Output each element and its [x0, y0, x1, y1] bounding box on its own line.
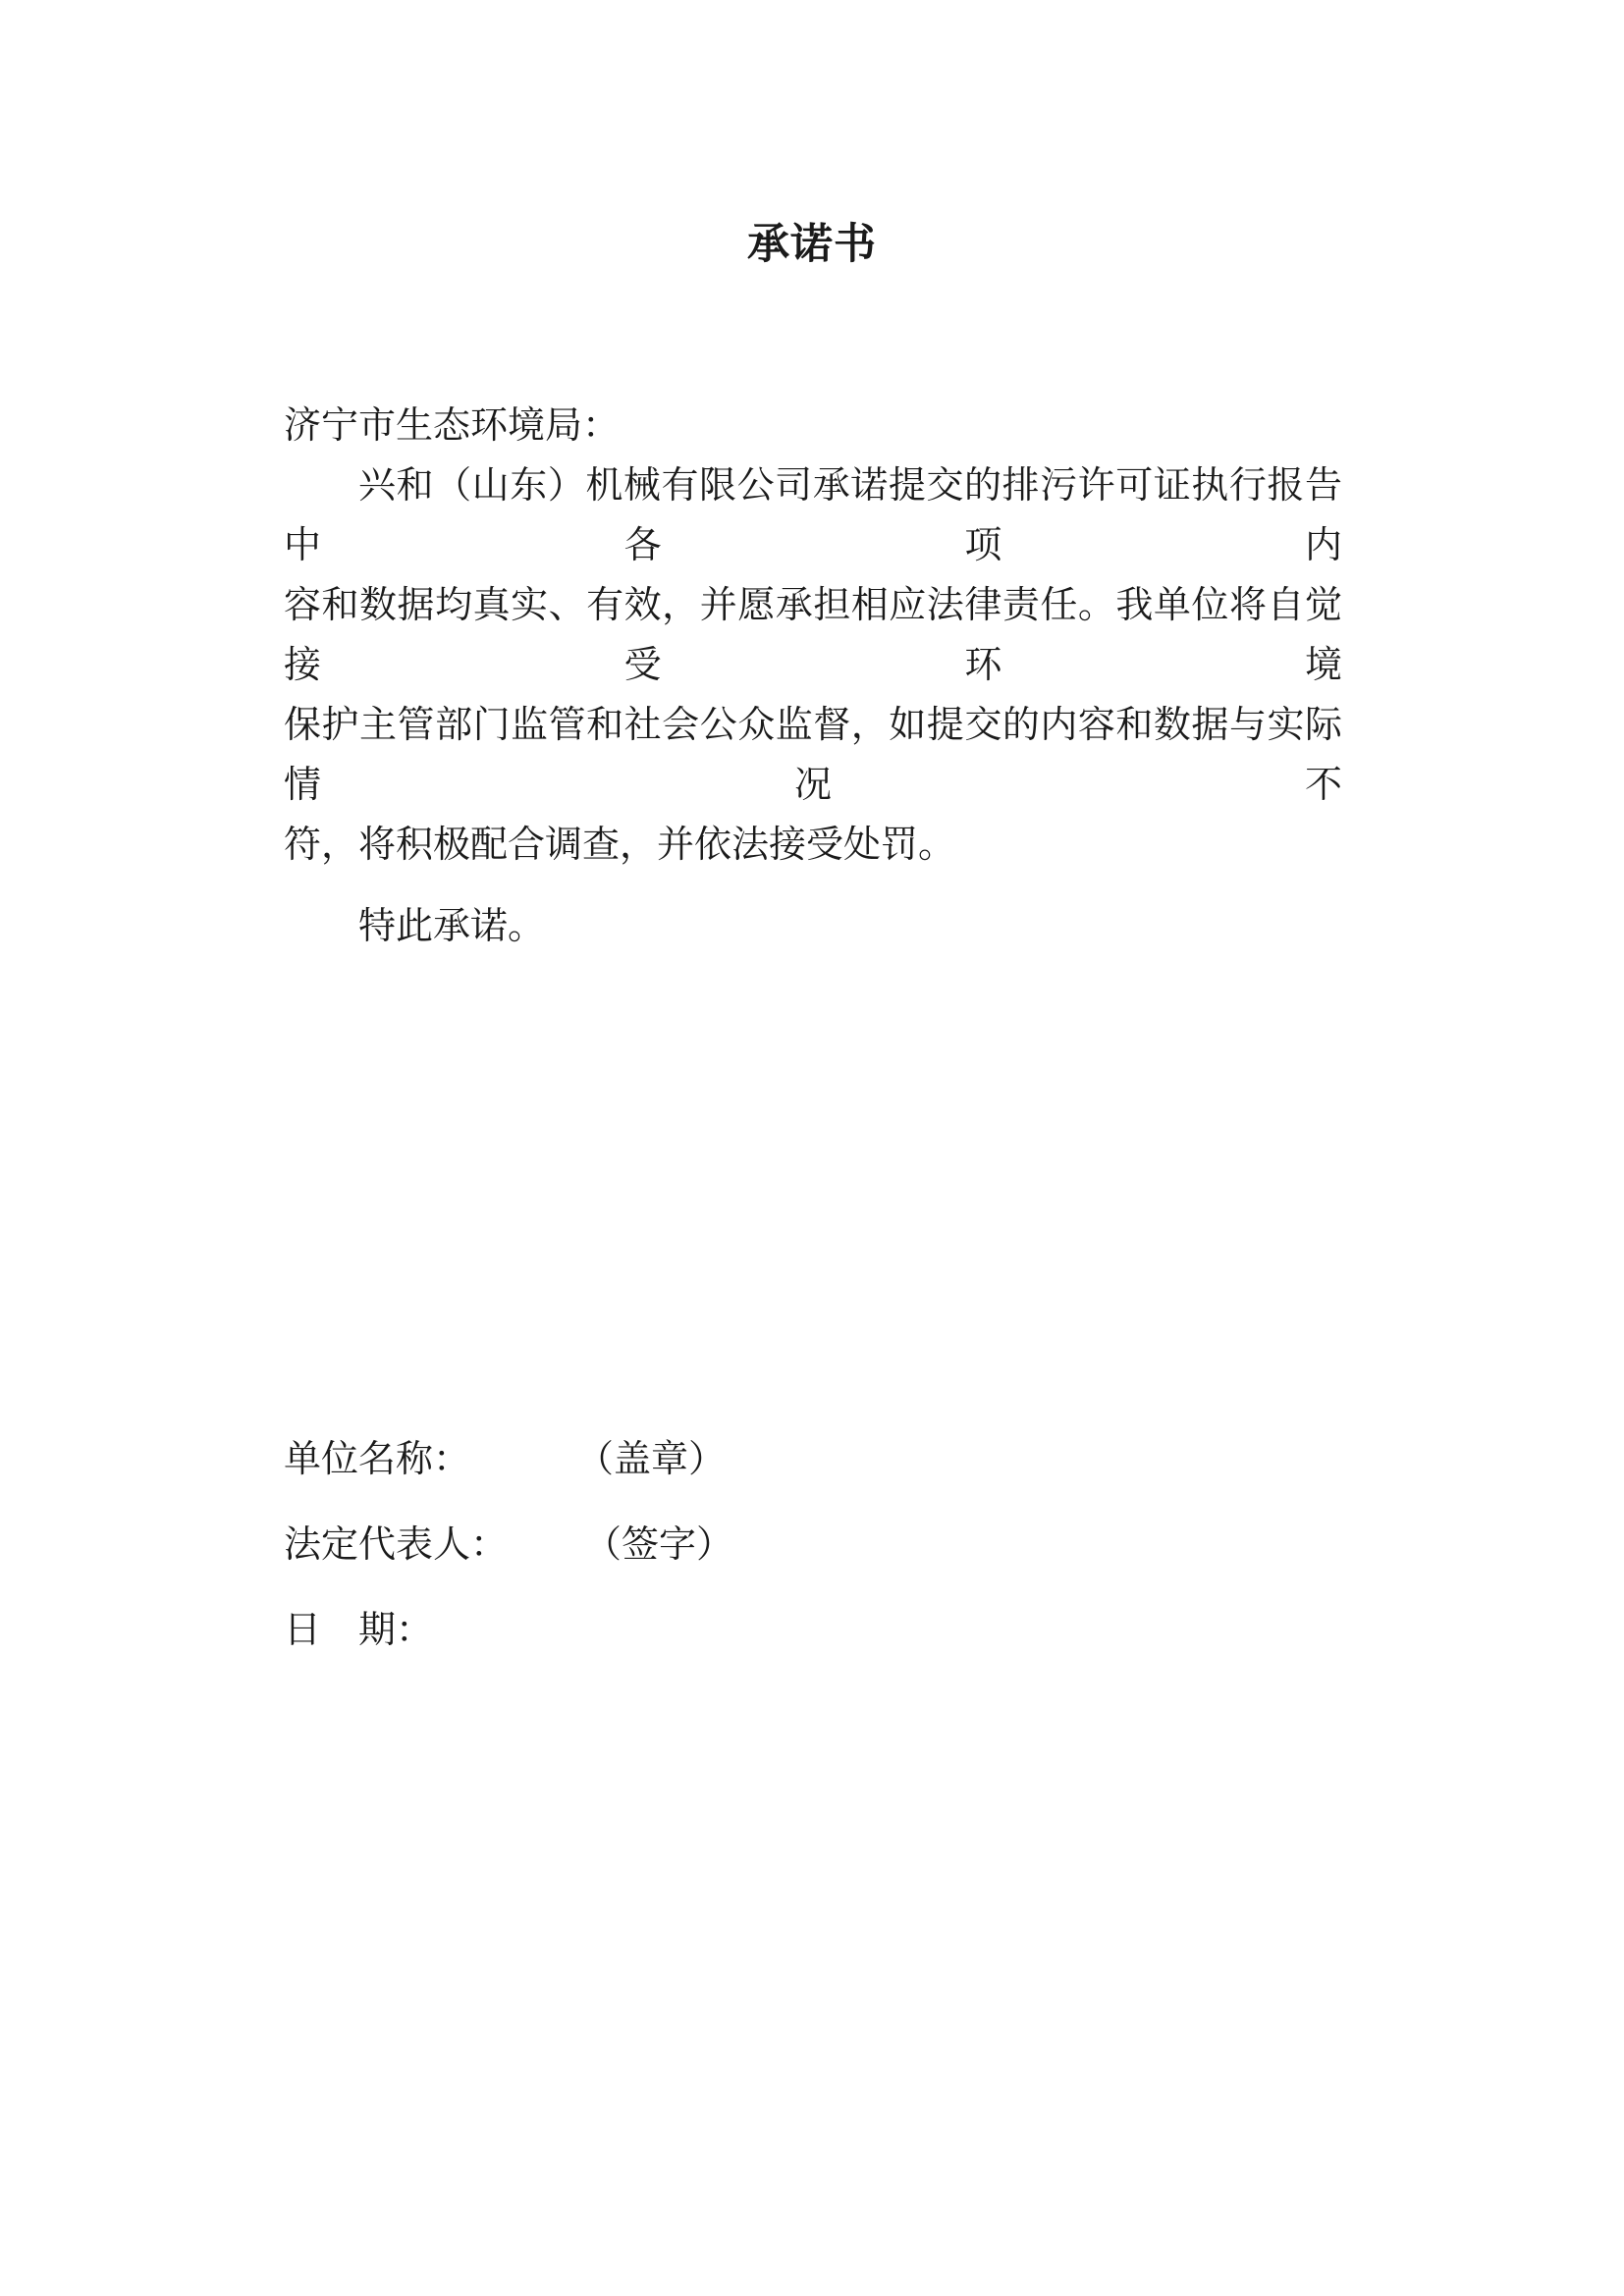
legal-representative-row	[284, 1516, 1342, 1575]
body-line-4: 符，将积极配合调查，并依法接受处罚。	[284, 825, 956, 866]
body-line-1: 兴和（山东）机械有限公司承诺提交的排污许可证执行报告中各项内	[284, 465, 1342, 566]
closing-statement: 特此承诺。	[358, 906, 546, 947]
commitment-paragraph	[284, 456, 1342, 876]
signature-note: （签字）	[584, 1524, 734, 1566]
date-row	[284, 1601, 1342, 1661]
date-label: 日 期：	[284, 1610, 434, 1651]
salutation: 济宁市生态环境局：	[284, 405, 621, 447]
unit-name-label: 单位名称：	[284, 1439, 471, 1480]
legal-representative-label: 法定代表人：	[284, 1524, 509, 1566]
body-line-3: 保护主管部门监管和社会公众监督，如提交的内容和数据与实际情况不	[284, 705, 1342, 806]
document-body	[284, 397, 1342, 1686]
seal-note: （盖章）	[576, 1439, 727, 1480]
body-line-2: 容和数据均真实、有效，并愿承担相应法律责任。我单位将自觉接受环境	[284, 585, 1342, 686]
unit-name-row	[284, 1430, 1342, 1490]
document-title: 承诺书	[747, 222, 877, 268]
signature-block	[284, 1430, 1342, 1661]
